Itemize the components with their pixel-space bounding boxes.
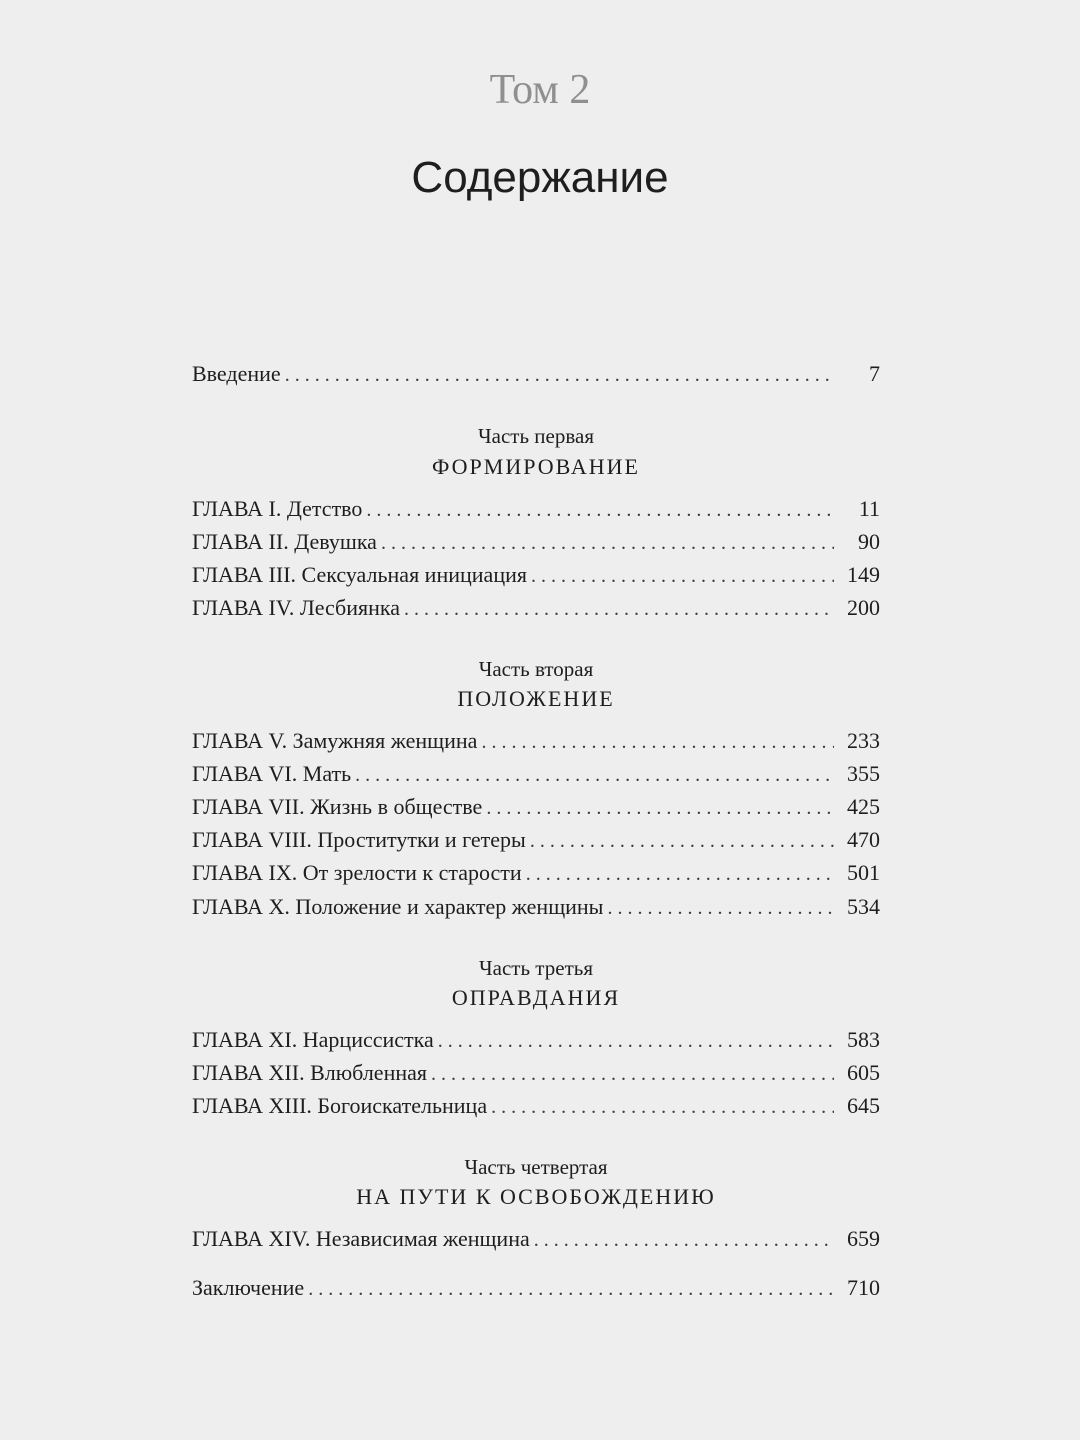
part-subtitle: Часть вторая — [478, 657, 594, 681]
toc-entry-conclusion[interactable] — [192, 1273, 880, 1303]
toc-entry-page: 355 — [847, 761, 880, 786]
dot-leader — [366, 495, 834, 525]
toc-entry-page: 90 — [858, 529, 880, 554]
dot-leader — [481, 727, 834, 757]
toc-entry-page: 534 — [847, 894, 880, 919]
toc-entry-page: 470 — [847, 827, 880, 852]
toc-entry-page: 233 — [847, 728, 880, 753]
toc-entry-page: 583 — [847, 1027, 880, 1052]
toc-entry[interactable] — [192, 593, 880, 623]
volume-label: Том 2 — [489, 67, 591, 113]
toc-entry[interactable] — [192, 858, 880, 888]
toc-entry[interactable] — [192, 560, 880, 590]
dot-leader — [526, 859, 834, 889]
toc-entry-label: ГЛАВА V. Замужняя женщина — [192, 728, 478, 753]
dot-leader — [607, 893, 834, 923]
toc-entry-page: 149 — [847, 562, 880, 587]
toc-entry[interactable] — [192, 759, 880, 789]
toc-entry-page: 605 — [847, 1060, 880, 1085]
toc-entry-page: 659 — [847, 1226, 880, 1251]
toc-entry-page: 425 — [847, 794, 880, 819]
toc-entry-label: ГЛАВА XII. Влюбленная — [192, 1060, 427, 1085]
dot-leader — [530, 826, 834, 856]
toc-entry-label: ГЛАВА XI. Нарциссистка — [192, 1027, 434, 1052]
toc-entry-label: ГЛАВА XIV. Независимая женщина — [192, 1226, 530, 1251]
toc-entry[interactable] — [192, 1058, 880, 1088]
dot-leader — [531, 561, 834, 591]
toc-entry[interactable] — [192, 825, 880, 855]
toc-entry-label: ГЛАВА X. Положение и характер женщины — [192, 894, 604, 919]
toc-entry[interactable] — [192, 1091, 880, 1121]
toc-entry[interactable] — [192, 726, 880, 756]
toc-entry-label: ГЛАВА III. Сексуальная инициация — [192, 562, 527, 587]
part-title: НА ПУТИ К ОСВОБОЖДЕНИЮ — [356, 1184, 716, 1209]
toc-entry-label: ГЛАВА II. Девушка — [192, 529, 377, 554]
toc-entry-label: Заключение — [192, 1275, 305, 1300]
toc-entry-label: ГЛАВА VIII. Проститутки и гетеры — [192, 827, 526, 852]
toc-entry[interactable] — [192, 1025, 880, 1055]
toc-entry[interactable] — [192, 494, 880, 524]
toc-entry-label: ГЛАВА IV. Лесбиянка — [192, 595, 401, 620]
part-title: ПОЛОЖЕНИЕ — [457, 686, 615, 711]
dot-leader — [491, 1092, 834, 1122]
part-subtitle: Часть третья — [479, 956, 593, 980]
dot-leader — [534, 1225, 834, 1255]
dot-leader — [431, 1059, 834, 1089]
dot-leader — [381, 528, 834, 558]
table-of-contents — [192, 0, 880, 1440]
toc-entry-label: ГЛАВА VII. Жизнь в обществе — [192, 794, 483, 819]
part-title: ОПРАВДАНИЯ — [451, 985, 621, 1010]
part-title: ФОРМИРОВАНИЕ — [431, 454, 640, 479]
toc-entry-page: 7 — [869, 361, 880, 386]
toc-entry-page: 645 — [847, 1093, 880, 1118]
toc-entry-page: 11 — [858, 496, 880, 521]
dot-leader — [285, 360, 834, 390]
dot-leader — [486, 793, 834, 823]
toc-entry[interactable] — [192, 527, 880, 557]
dot-leader — [404, 594, 834, 624]
part-subtitle: Часть четвертая — [464, 1155, 608, 1179]
toc-entry[interactable] — [192, 892, 880, 922]
dot-leader — [355, 760, 834, 790]
toc-entry-label: ГЛАВА VI. Мать — [192, 761, 352, 786]
dot-leader — [308, 1274, 834, 1304]
toc-entry-page: 710 — [847, 1275, 880, 1300]
toc-entry[interactable] — [192, 1224, 880, 1254]
page-title: Содержание — [411, 153, 669, 202]
toc-entry-intro[interactable] — [192, 359, 880, 389]
toc-entry-label: Введение — [192, 361, 281, 386]
toc-entry-label: ГЛАВА I. Детство — [192, 496, 363, 521]
part-subtitle: Часть первая — [478, 424, 594, 448]
toc-entry-page: 200 — [847, 595, 880, 620]
toc-entry-page: 501 — [847, 860, 880, 885]
dot-leader — [438, 1026, 834, 1056]
toc-entry-label: ГЛАВА IX. От зрелости к старости — [192, 860, 522, 885]
toc-entry[interactable] — [192, 792, 880, 822]
toc-entry-label: ГЛАВА XIII. Богоискательница — [192, 1093, 488, 1118]
